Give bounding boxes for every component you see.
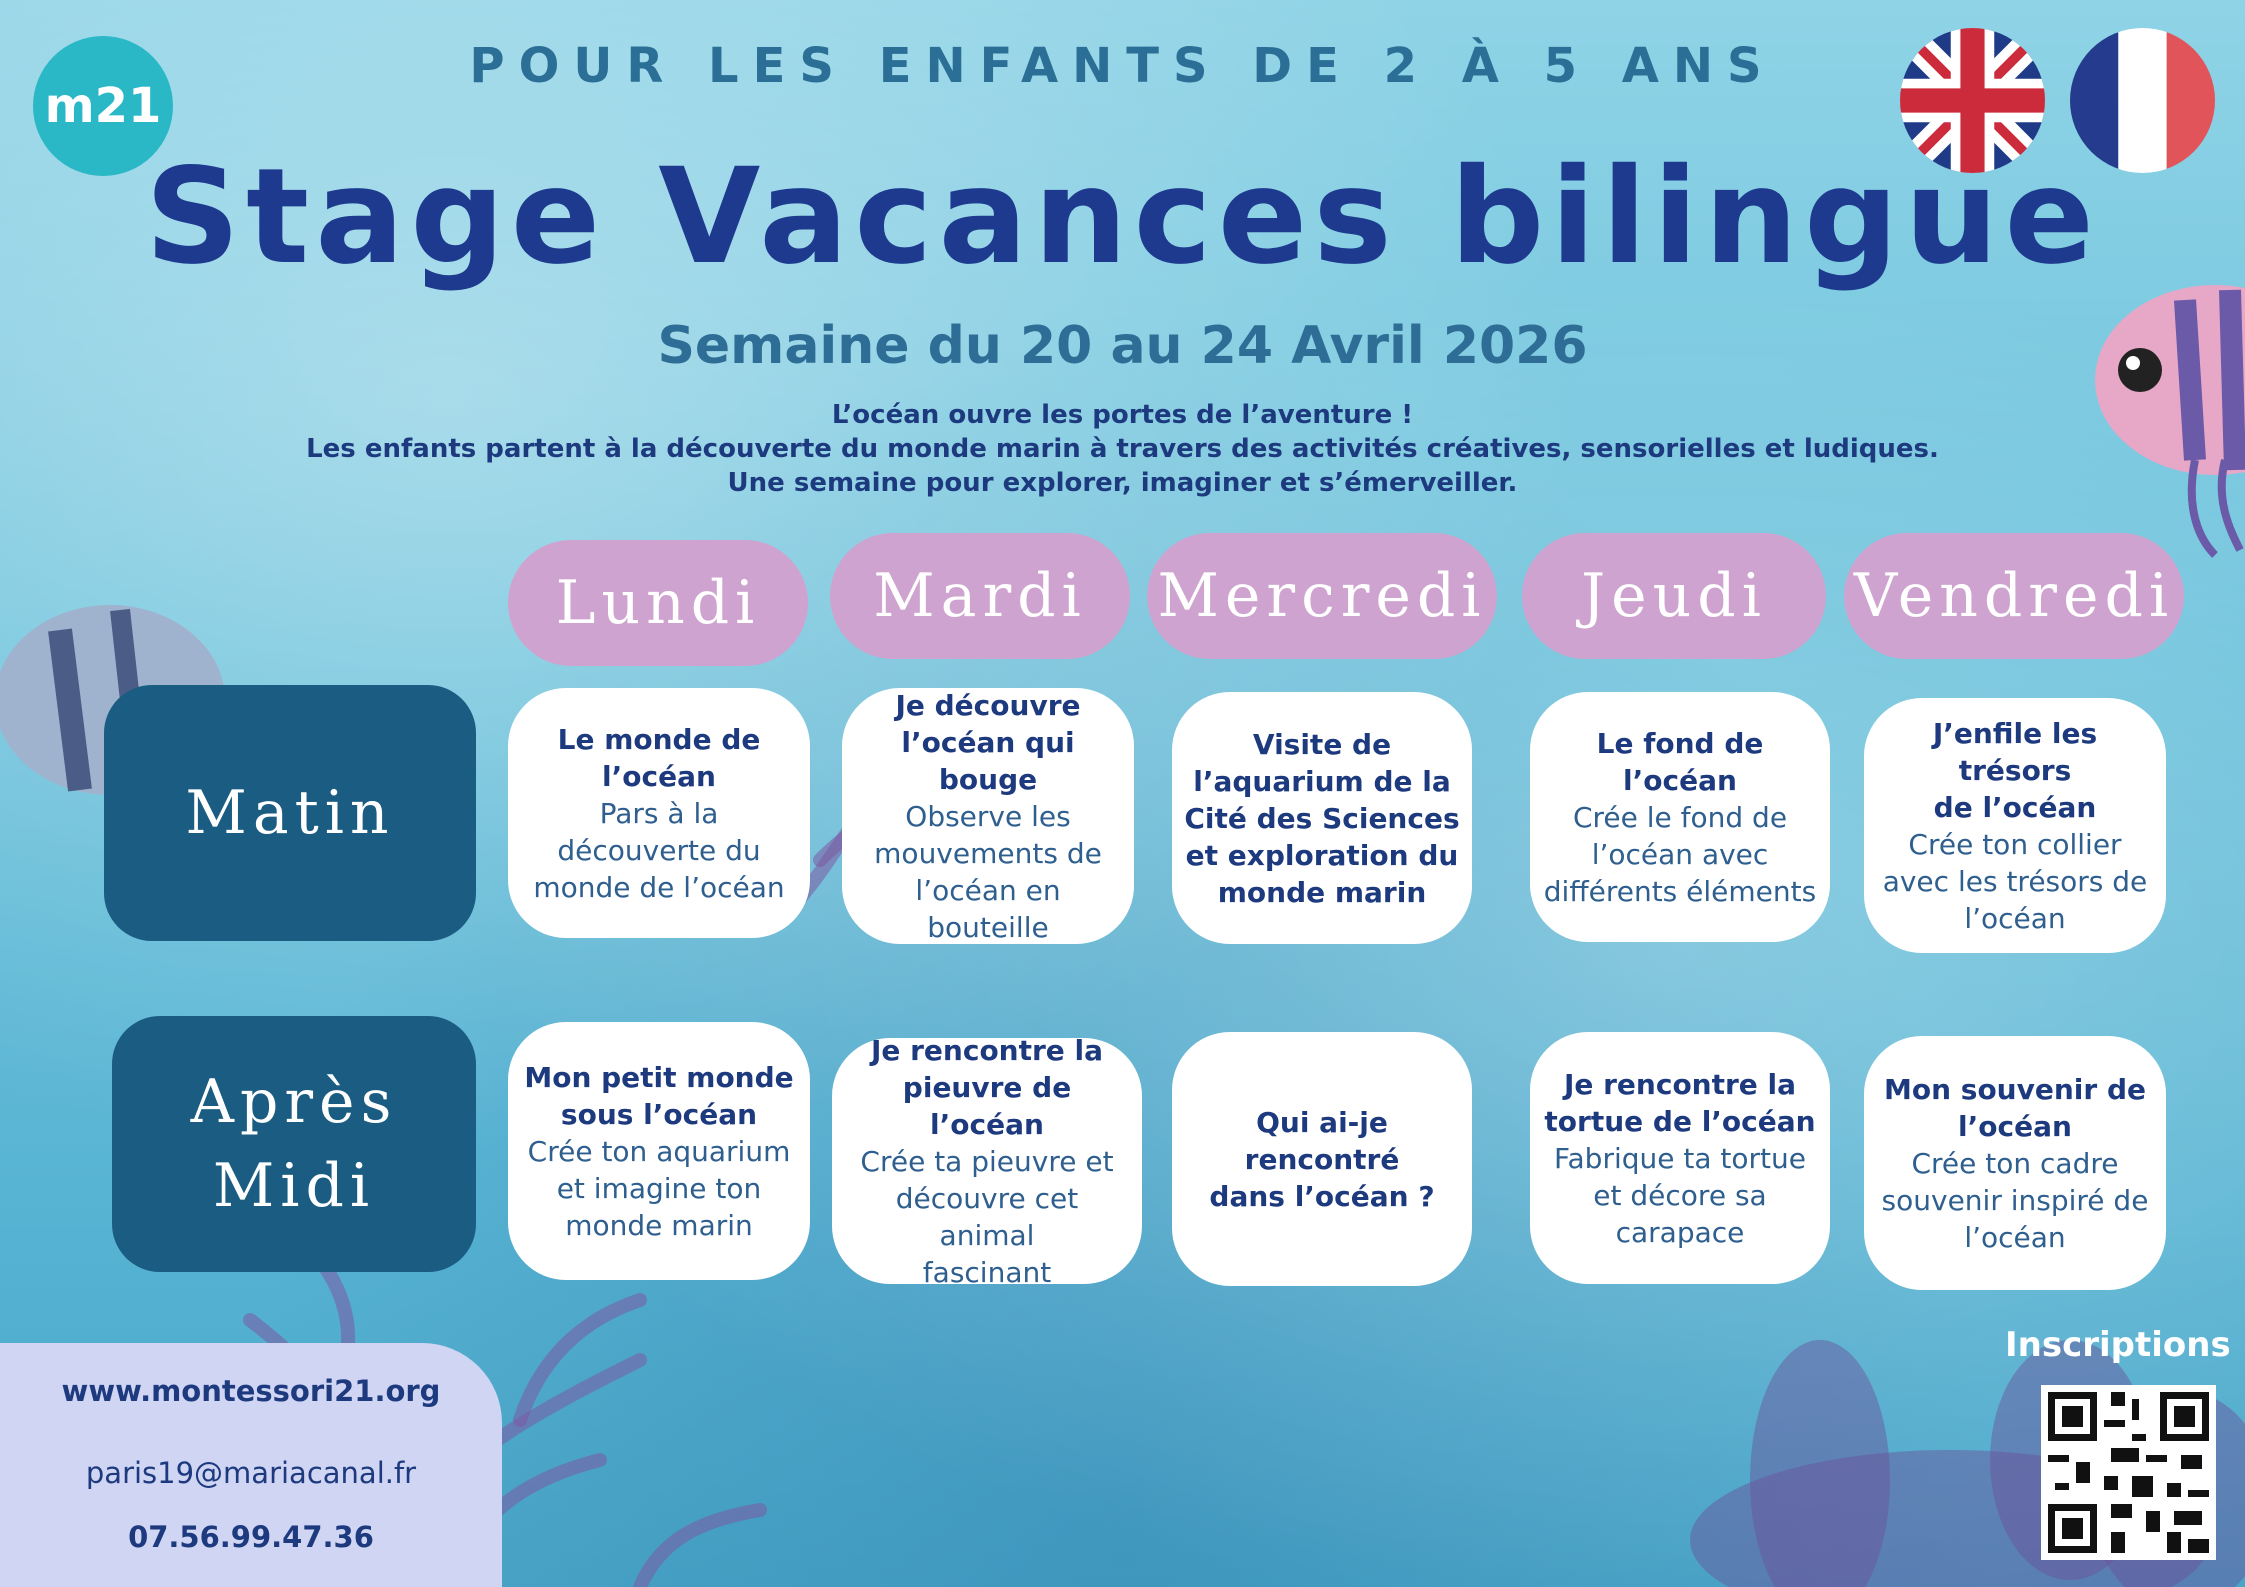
activity-title: Le fond de l’océan bbox=[1596, 726, 1764, 797]
activity-card-lundi-apres-midi bbox=[508, 1022, 810, 1280]
activity-description: carapace bbox=[1615, 1215, 1745, 1249]
activity-title: sous l’océan bbox=[560, 1097, 758, 1131]
activity-description: l’océan bbox=[1964, 901, 2066, 935]
activity-description: découverte du bbox=[557, 833, 761, 867]
activity-title: l’océan bbox=[1958, 1109, 2072, 1143]
activity-card-lundi-matin bbox=[508, 688, 810, 938]
intro-line: L’océan ouvre les portes de l’aventure ! bbox=[831, 400, 1414, 430]
activity-card-mercredi-matin bbox=[1172, 692, 1472, 944]
activity-description: Crée ton aquarium bbox=[527, 1134, 791, 1168]
activity-title: de l’océan bbox=[1933, 790, 2097, 824]
activity-description: l’océan bbox=[1964, 1220, 2066, 1254]
activity-description: avec les trésors de bbox=[1882, 864, 2148, 898]
activity-title: Mon petit monde bbox=[524, 1060, 794, 1094]
intro-line: Les enfants partent à la découverte du monde marin à travers des activités créatives, sensorielles et ludiques. bbox=[306, 434, 1939, 464]
activity-card-jeudi-matin bbox=[1530, 692, 1830, 942]
activity-description: Observe les bbox=[905, 799, 1071, 833]
activity-description: fascinant bbox=[922, 1255, 1052, 1289]
email-link[interactable]: paris19@mariacanal.fr bbox=[85, 1456, 417, 1490]
activity-card-vendredi-apres-midi bbox=[1864, 1036, 2166, 1290]
activity-title: et exploration du bbox=[1185, 838, 1459, 872]
activity-description: Pars à la bbox=[599, 796, 719, 830]
activity-card-mardi-apres-midi bbox=[832, 1033, 1142, 1289]
day-header-jeudi: Jeudi bbox=[1522, 533, 1826, 659]
day-header-mardi: Mardi bbox=[830, 533, 1130, 659]
website-link[interactable]: www.montessori21.org bbox=[61, 1374, 441, 1408]
activity-title: l’océan qui bouge bbox=[901, 725, 1075, 796]
intro-text bbox=[0, 398, 2245, 500]
activity-title: Je découvre bbox=[895, 688, 1081, 722]
activity-description: Fabrique ta tortue bbox=[1553, 1141, 1806, 1175]
activity-card-mardi-matin bbox=[842, 688, 1134, 944]
activity-description: et imagine ton bbox=[556, 1171, 762, 1205]
activity-description: découvre cet animal bbox=[895, 1181, 1079, 1252]
activity-card-mercredi-apres-midi bbox=[1172, 1032, 1472, 1286]
activity-title: pieuvre de l’océan bbox=[902, 1070, 1072, 1141]
activity-title: Je rencontre la bbox=[870, 1033, 1104, 1067]
activity-title: Visite de bbox=[1252, 727, 1392, 761]
activity-title: l’aquarium de la bbox=[1193, 764, 1451, 798]
activity-title: Je rencontre la bbox=[1563, 1067, 1797, 1101]
activity-description: monde marin bbox=[565, 1208, 753, 1242]
activity-title: tortue de l’océan bbox=[1544, 1104, 1816, 1138]
activity-description: et décore sa bbox=[1593, 1178, 1767, 1212]
activity-description: Crée ton collier bbox=[1908, 827, 2122, 861]
activity-description: Crée ton cadre bbox=[1911, 1146, 2119, 1180]
activity-description: Crée le fond de bbox=[1572, 800, 1788, 834]
activity-description: Crée ta pieuvre et bbox=[860, 1144, 1114, 1178]
activity-title: J’enfile les trésors bbox=[1932, 716, 2098, 787]
registration-label: Inscriptions bbox=[2005, 1325, 2231, 1365]
period-label: Midi bbox=[212, 1151, 376, 1221]
activity-card-vendredi-matin bbox=[1864, 698, 2166, 953]
phone-number: 07.56.99.47.36 bbox=[128, 1520, 374, 1554]
logo-text: m21 bbox=[44, 78, 162, 134]
page-title: Stage Vacances bilingue bbox=[145, 140, 2100, 294]
qr-code-icon[interactable] bbox=[2041, 1385, 2216, 1560]
day-header-mercredi: Mercredi bbox=[1147, 533, 1497, 659]
age-range: POUR LES ENFANTS DE 2 À 5 ANS bbox=[469, 38, 1776, 94]
activity-card-jeudi-apres-midi bbox=[1530, 1032, 1830, 1284]
activity-title: Cité des Sciences bbox=[1184, 801, 1460, 835]
day-header-vendredi: Vendredi bbox=[1844, 533, 2184, 659]
period-afternoon bbox=[112, 1016, 476, 1272]
activity-description: bouteille bbox=[927, 910, 1049, 944]
activity-description: l’océan en bbox=[915, 873, 1061, 907]
activity-description: monde de l’océan bbox=[533, 870, 785, 904]
activity-title: Le monde de bbox=[557, 722, 761, 756]
period-label: Matin bbox=[185, 778, 395, 848]
activity-title: monde marin bbox=[1217, 875, 1427, 909]
period-label: Après bbox=[190, 1067, 398, 1137]
activity-title: Qui ai-je rencontré bbox=[1244, 1105, 1400, 1176]
activity-description: mouvements de bbox=[874, 836, 1102, 870]
activity-title: dans l’océan ? bbox=[1209, 1179, 1435, 1213]
event-dates: Semaine du 20 au 24 Avril 2026 bbox=[657, 316, 1588, 376]
activity-title: l’océan bbox=[602, 759, 716, 793]
intro-line: Une semaine pour explorer, imaginer et s’émerveiller. bbox=[727, 468, 1518, 498]
period-morning bbox=[104, 685, 476, 941]
activity-description: souvenir inspiré de bbox=[1881, 1183, 2149, 1217]
activity-description: l’océan avec bbox=[1591, 837, 1769, 871]
activity-description: différents éléments bbox=[1543, 874, 1817, 908]
day-header-lundi: Lundi bbox=[508, 540, 808, 666]
activity-title: Mon souvenir de bbox=[1884, 1072, 2146, 1106]
